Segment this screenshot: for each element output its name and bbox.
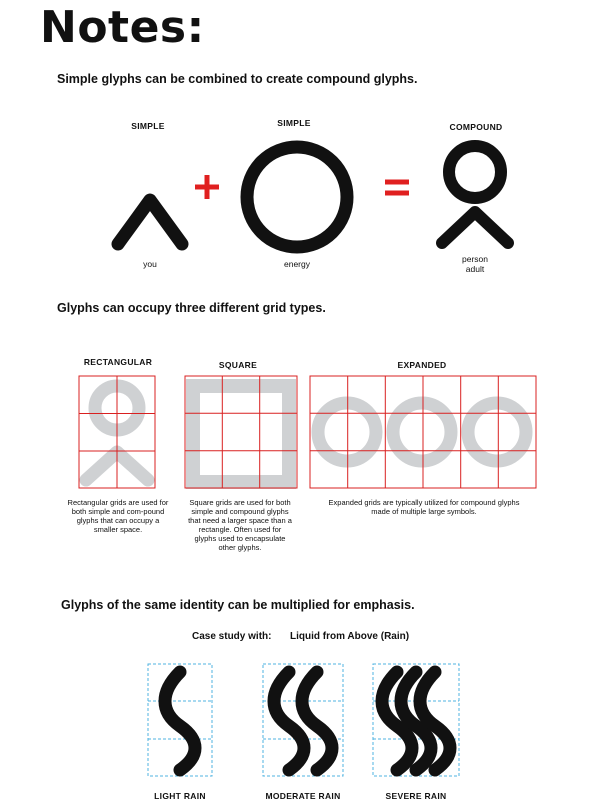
section2-heading: Glyphs can occupy three different grid types.	[57, 301, 326, 315]
case-study-label: Case study with:	[192, 631, 272, 642]
section3-heading: Glyphs of the same identity can be multiplied for emphasis.	[61, 598, 415, 612]
moderate-rain-glyph-icon	[274, 672, 332, 770]
square-label: SQUARE	[218, 360, 258, 370]
expanded-label: EXPANDED	[397, 360, 447, 370]
caption-energy: energy	[284, 259, 310, 269]
rectangular-label: RECTANGULAR	[83, 357, 153, 367]
compound-label: COMPOUND	[449, 122, 503, 132]
caption-you: you	[143, 259, 157, 269]
moderate-rain-label: MODERATE RAIN	[265, 791, 341, 801]
light-rain-glyph-icon	[165, 672, 195, 770]
caption-adult: adult	[465, 264, 485, 274]
square-description: Square grids are used for both simple and compound glyphs that need a larger space than a rectangle. Often used for glyphs used to encapsulate other glyphs.	[188, 498, 292, 552]
severe-rain-label: SEVERE RAIN	[385, 791, 447, 801]
case-study-subject: Liquid from Above (Rain)	[290, 631, 410, 642]
caption-person: person	[462, 254, 488, 264]
section1-heading: Simple glyphs can be combined to create compound glyphs.	[57, 72, 418, 86]
simple-label-1: SIMPLE	[131, 121, 165, 131]
page-title: Notes:	[40, 2, 205, 53]
rectangular-description: Rectangular grids are used for both simple and com-pound glyphs that can occupy a smaller space.	[67, 498, 169, 534]
expanded-description: Expanded grids are typically utilized for compound glyphs made of multiple large symbols.	[328, 498, 520, 516]
simple-label-2: SIMPLE	[277, 118, 311, 128]
light-rain-label: LIGHT RAIN	[154, 791, 206, 801]
severe-rain-glyph-icon	[382, 672, 450, 770]
